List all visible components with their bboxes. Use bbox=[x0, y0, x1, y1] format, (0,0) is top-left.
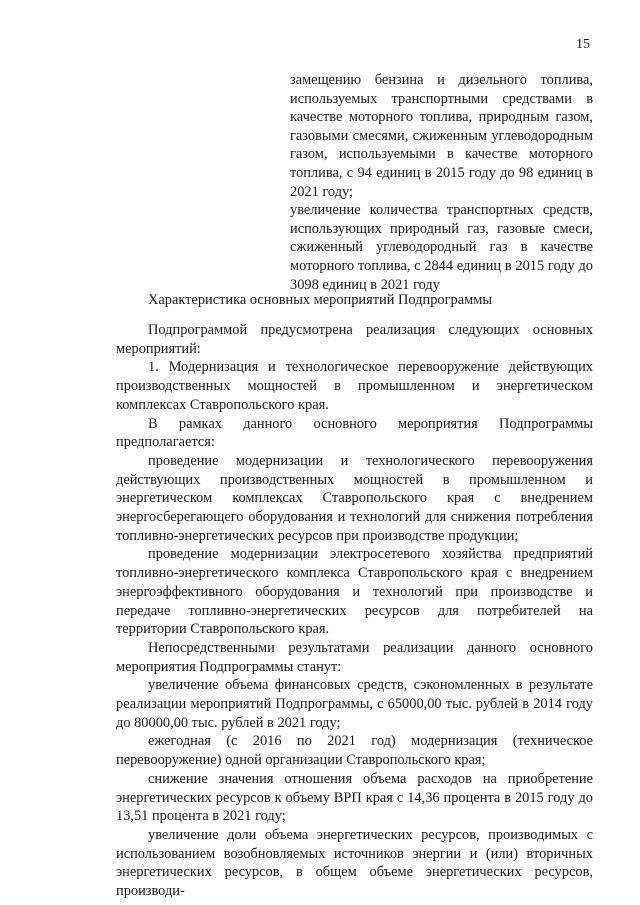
paragraph: проведение модернизации и технологического перевооружения действующих производственных мощностей в промышленном и энергетическом комплексах Ставропольского края с внедрением энергосберегающего оборудования и технологий для снижения потребления топливно-энергетических ресурсов при производстве продукции; bbox=[116, 452, 593, 544]
paragraph: 1. Модернизация и технологическое перевооружение действующих производственных мощностей в промышленном и энергетическом комплексах Ставропольского края. bbox=[116, 359, 593, 413]
section-heading: Характеристика основных мероприятий Подпрограммы bbox=[147, 292, 492, 308]
paragraph: В рамках данного основного мероприятия Подпрограммы предполагается: bbox=[116, 415, 593, 451]
continuation-paragraph: замещению бензина и дизельного топлива, используемых транспортными средствами в качестве моторного топлива, природным газом, газовыми смесями, сжиженным углеводородным газом, используемыми в качестве моторного топлива, с 94 единиц в 2015 году до 98 единиц в 2021 году; bbox=[290, 72, 593, 200]
paragraph: снижение значения отношения объема расходов на приобретение энергетических ресурсов к объему ВРП края с 14,36 процента в 2015 году до 13,51 процента в 2021 году; bbox=[116, 770, 593, 825]
page-number: 15 bbox=[576, 37, 590, 52]
paragraph: ежегодная (с 2016 по 2021 год) модернизация (техническое перевооружение) одной организации Ставропольского края; bbox=[116, 733, 593, 769]
continuation-paragraph: увеличение количества транспортных средств, использующих природный газ, газовые смеси, сжиженный углеводородный газ в качестве моторного топлива, с 2844 единиц в 2015 году до 3098 единиц в 2021 году bbox=[290, 202, 593, 293]
paragraph: Непосредственными результатами реализации данного основного мероприятия Подпрограммы станут: bbox=[116, 639, 593, 675]
paragraph: Подпрограммой предусмотрена реализация следующих основных мероприятий: bbox=[116, 322, 593, 357]
continuation-block bbox=[290, 71, 593, 294]
paragraph: увеличение доли объема энергетических ресурсов, производимых с использованием возобновляемых источников энергии и (или) вторичных энергетических ресурсов, в общем объеме энергетических ресурсов, производи- bbox=[116, 826, 593, 900]
paragraph: увеличение объема финансовых средств, сэкономленных в результате реализации мероприятий Подпрограммы, с 65000,00 тыс. рублей в 2014 году до 80000,00 тыс. рублей в 2021 году; bbox=[116, 677, 593, 731]
paragraph: проведение модернизации электросетевого хозяйства предприятий топливно-энергетического комплекса Ставропольского края с внедрением энергоэффективного оборудования и технологий при производстве и передаче топливно-энергетических ресурсов для потребителей на территории Ставропольского края. bbox=[116, 546, 593, 638]
body-text bbox=[116, 321, 593, 901]
